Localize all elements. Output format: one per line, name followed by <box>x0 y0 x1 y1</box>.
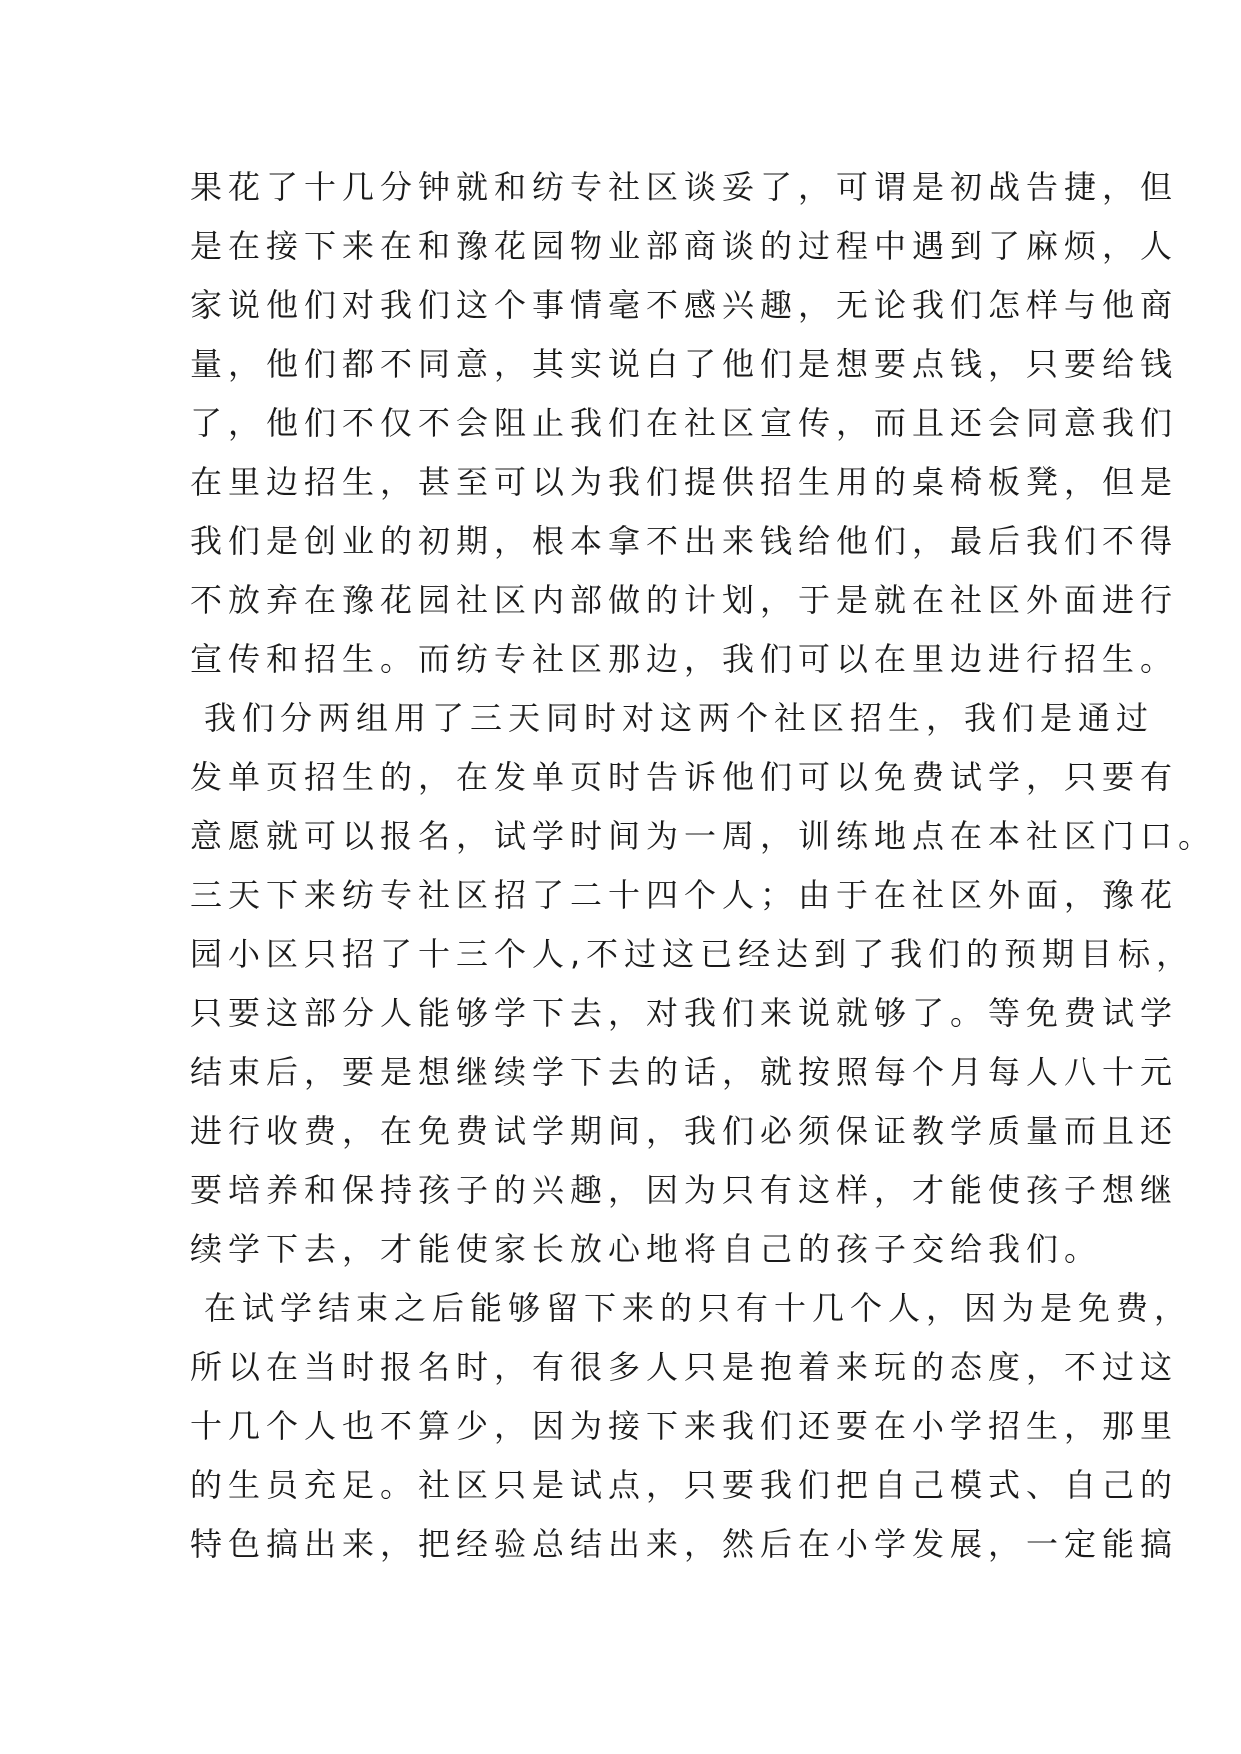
text-line: 十几个人也不算少，因为接下来我们还要在小学招生，那里 <box>190 1407 1179 1445</box>
text-line: 在里边招生，甚至可以为我们提供招生用的桌椅板凳，但是 <box>190 463 1179 501</box>
text-line: 我们是创业的初期，根本拿不出来钱给他们，最后我们不得 <box>190 522 1179 560</box>
text-line: 发单页招生的，在发单页时告诉他们可以免费试学，只要有 <box>190 758 1179 796</box>
text-line: 的生员充足。社区只是试点，只要我们把自己模式、自己的 <box>190 1466 1179 1504</box>
text-line: 所以在当时报名时，有很多人只是抱着来玩的态度，不过这 <box>190 1348 1179 1386</box>
text-line: 家说他们对我们这个事情毫不感兴趣，无论我们怎样与他商 <box>190 286 1179 324</box>
paragraph-start-line: 我们分两组用了三天同时对这两个社区招生，我们是通过 <box>204 699 1155 737</box>
text-line: 进行收费，在免费试学期间，我们必须保证教学质量而且还 <box>190 1112 1179 1150</box>
text-line: 三天下来纺专社区招了二十四个人；由于在社区外面，豫花 <box>190 876 1179 914</box>
text-line: 宣传和招生。而纺专社区那边，我们可以在里边进行招生。 <box>190 640 1179 678</box>
body-text <box>190 158 1217 1574</box>
text-line: 要培养和保持孩子的兴趣，因为只有这样，才能使孩子想继 <box>190 1171 1179 1209</box>
text-line: 只要这部分人能够学下去，对我们来说就够了。等免费试学 <box>190 994 1179 1032</box>
text-line: 特色搞出来，把经验总结出来，然后在小学发展，一定能搞 <box>190 1525 1179 1563</box>
text-line: 量，他们都不同意，其实说白了他们是想要点钱，只要给钱 <box>190 345 1179 383</box>
text-line: 果花了十几分钟就和纺专社区谈妥了，可谓是初战告捷，但 <box>190 168 1179 206</box>
text-line: 结束后，要是想继续学下去的话，就按照每个月每人八十元 <box>190 1053 1179 1091</box>
text-line: 是在接下来在和豫花园物业部商谈的过程中遇到了麻烦，人 <box>190 227 1179 265</box>
text-line: 了，他们不仅不会阻止我们在社区宣传，而且还会同意我们 <box>190 404 1179 442</box>
text-line: 续学下去，才能使家长放心地将自己的孩子交给我们。 <box>190 1230 1103 1268</box>
text-line: 意愿就可以报名，试学时间为一周，训练地点在本社区门口。 <box>190 817 1217 855</box>
paragraph-start-line: 在试学结束之后能够留下来的只有十几个人，因为是免费， <box>204 1289 1193 1327</box>
text-line: 园小区只招了十三个人,不过这已经达到了我们的预期目标， <box>190 935 1195 973</box>
text-line: 不放弃在豫花园社区内部做的计划，于是就在社区外面进行 <box>190 581 1179 619</box>
